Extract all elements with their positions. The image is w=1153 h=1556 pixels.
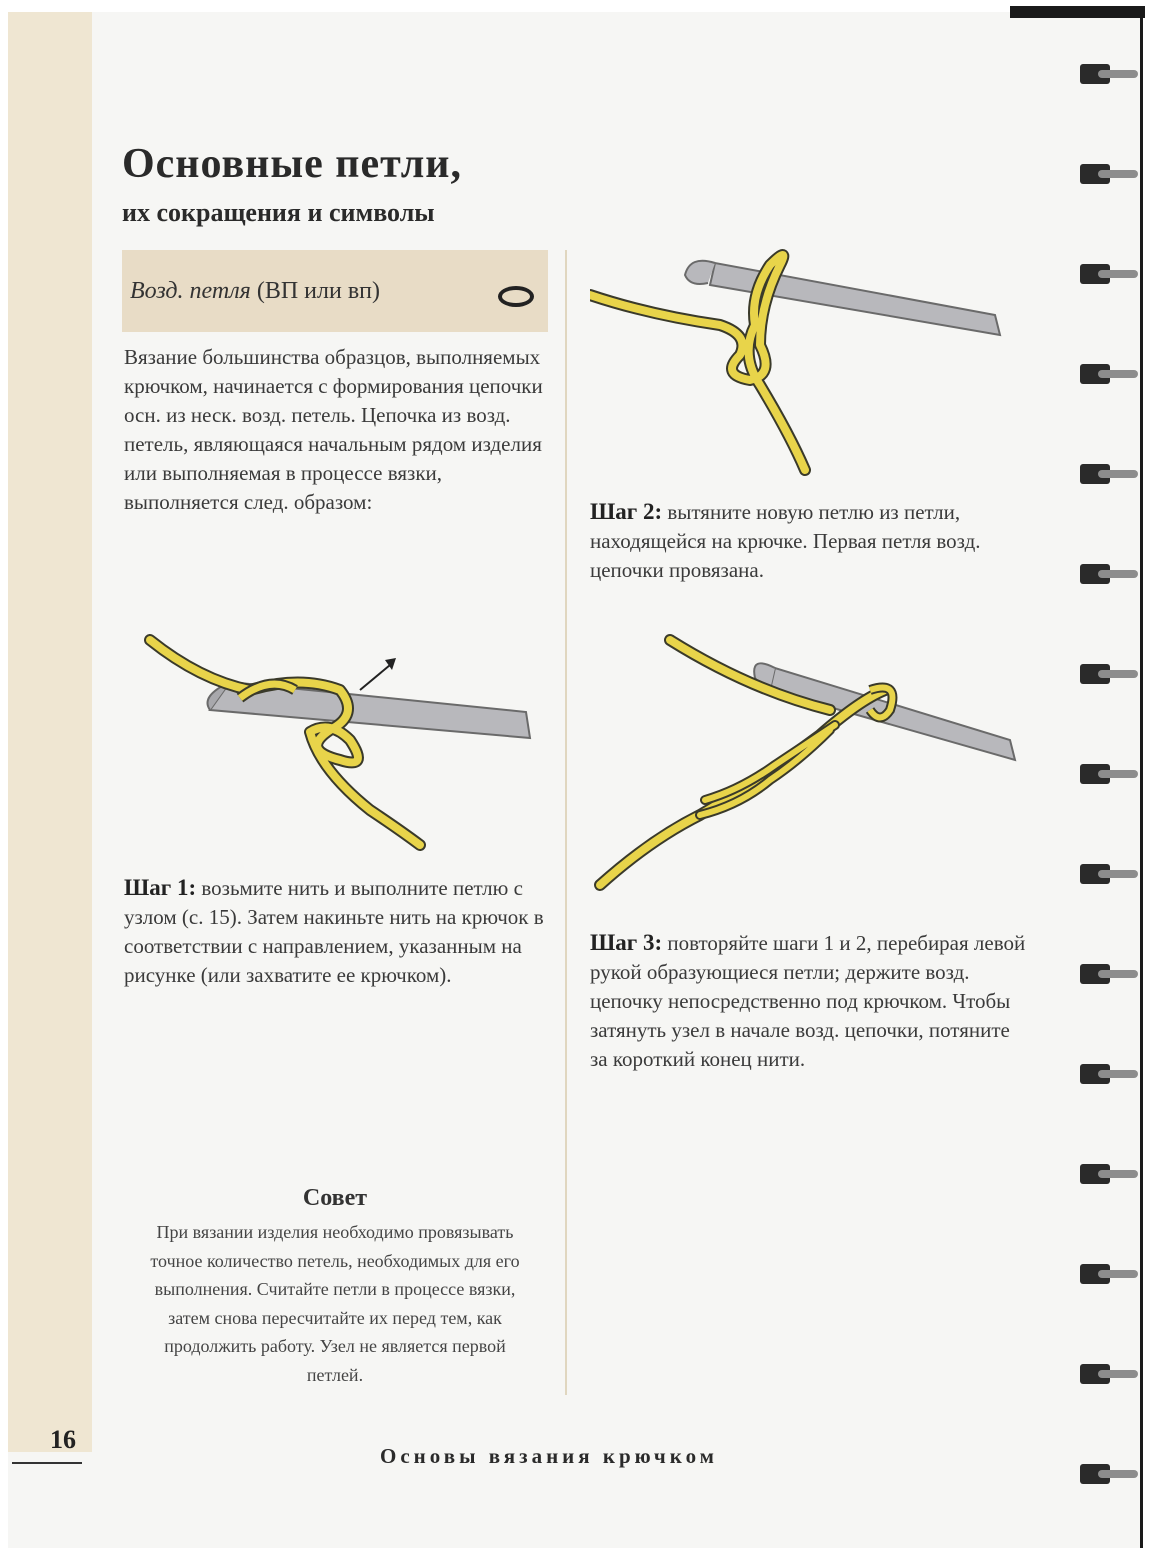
binding-ring: [1080, 658, 1138, 690]
step2-paragraph: [590, 497, 1030, 585]
binding-ring: [1080, 1258, 1138, 1290]
step1-paragraph: [124, 873, 554, 990]
binding-ring: [1080, 58, 1138, 90]
intro-paragraph: Вязание большинства образцов, выполняемых крючком, начинается с формирования цепочки осн. из неск. возд. петель. Цепочка из возд. петель, являющаяся начальным рядом изделия или выполняемая в процессе вязки, выполняется след. образом:: [124, 345, 543, 514]
step3-illustration: [590, 630, 1020, 900]
step2-text: вытяните новую петлю из петли, находящейся на крючке. Первая петля возд. цепочки провязана.: [590, 500, 981, 582]
step1-label: Шаг 1:: [124, 875, 197, 900]
binding-ring: [1080, 1158, 1138, 1190]
cover-edge: [1010, 6, 1145, 18]
binding-ring: [1080, 958, 1138, 990]
binding-ring: [1080, 458, 1138, 490]
step3-paragraph: [590, 928, 1030, 1074]
step2-illustration: [590, 245, 1010, 485]
stitch-abbreviation: (ВП или вп): [250, 278, 380, 304]
binding-ring: [1080, 858, 1138, 890]
page-subtitle: их сокращения и символы: [122, 198, 435, 227]
side-band: [8, 12, 92, 1452]
page-number-rule: [12, 1462, 82, 1464]
binding-ring: [1080, 1358, 1138, 1390]
binding-ring: [1080, 558, 1138, 590]
binding-ring: [1080, 758, 1138, 790]
binding-ring: [1080, 158, 1138, 190]
step3-label: Шаг 3:: [590, 930, 663, 955]
binding-ring: [1080, 1058, 1138, 1090]
spiral-binding: [1076, 58, 1146, 1538]
stitch-header-box: [122, 250, 548, 332]
column-divider: [565, 250, 567, 1395]
step1-illustration: [140, 620, 540, 860]
binding-ring: [1080, 258, 1138, 290]
stitch-name-italic: Возд. петля: [130, 278, 251, 304]
tip-title: Совет: [302, 1185, 368, 1211]
step3-text: повторяйте шаги 1 и 2, перебирая левой рукой образующиеся петли; держите возд. цепочку непосредственно под крючком. Чтобы затянуть узел в начале возд. цепочки, потяните за короткий конец нити.: [590, 931, 1026, 1071]
binding-ring: [1080, 1458, 1138, 1490]
page-title: Основные петли,: [122, 141, 462, 187]
step2-label: Шаг 2:: [590, 499, 663, 524]
page-number: 16: [50, 1425, 76, 1454]
chain-stitch-symbol-icon: [498, 286, 534, 307]
step1-text: возьмите нить и выполните петлю с узлом (с. 15). Затем накиньте нить на крючок в соответствии с направлением, указанным на рисунке (или захватите ее крючком).: [124, 876, 544, 987]
binding-ring: [1080, 358, 1138, 390]
section-footer: Основы вязания крючком: [380, 1444, 718, 1468]
stitch-name: [130, 278, 380, 305]
tip-text: При вязании изделия необходимо провязывать точное количество петель, необходимых для его выполнения. Считайте петли в процессе вязки, затем снова пересчитайте их перед тем, как продолжить работу. Узел не является первой петлей.: [150, 1222, 520, 1385]
